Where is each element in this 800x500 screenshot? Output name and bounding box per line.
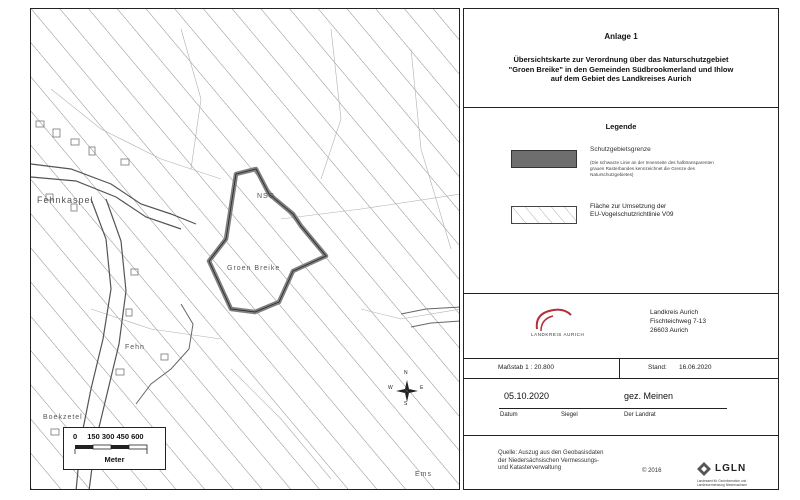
copyright: © 2016 [642,468,662,474]
scale-date-row [464,359,778,379]
compass-n: N [404,370,409,376]
organisation-section [464,294,778,359]
row-divider [619,359,620,379]
logo-text: LANDKREIS AURICH [531,332,585,337]
source-line-1: Quelle: Auszug aus den Geobasisdaten [498,450,604,456]
organisation-address [650,308,706,335]
scale-tick-600: 600 [131,432,144,441]
lgln-subtitle: Landesamt für Geoinformation und Landesvermessung Niedersachsen [697,479,747,487]
scale-bar-unit: Meter [104,455,125,464]
place-label-boekzetel: Boekzetel [43,414,83,421]
signature-signed: gez. Meinen [624,391,674,401]
map-title-line-2: "Groen Breike" in den Gemeinden Südbrookmerland und Ihlow [508,64,734,74]
compass-s: S [404,401,409,407]
place-label-nsg: NSG [257,193,276,200]
source-note [498,450,603,473]
signature-label-datum: Datum [500,412,518,418]
scale-bar [63,427,166,470]
legend-swatch-hatch [511,206,577,224]
stand-date: 16.06.2020 [679,364,712,371]
signature-section [464,379,778,436]
source-line-2: der Niedersächsischen Vermessungs- [498,457,600,464]
organisation-name: Landkreis Aurich [650,309,699,316]
legend-title: Legende [605,122,637,131]
signature-label-siegel: Siegel [561,412,578,418]
logo-emblem-icon [531,307,589,345]
place-label-fehnkaspel: Fehnkaspel [37,195,94,205]
place-label-groen-breike: Groen Breike [227,265,281,272]
map-canvas [31,9,460,490]
scale-tick-450: 450 [116,432,129,441]
footer-section [464,436,778,491]
compass-e: E [420,385,425,391]
scale-tick-300: 300 [101,432,115,441]
legend-swatch-boundary [511,150,577,168]
signature-date: 05.10.2020 [504,391,550,401]
source-line-3: und Katasterverwaltung [498,465,562,471]
map-title-line-3: auf dem Gebiet des Landkreises Aurich [550,74,692,83]
legend-label-vogelschutz-line-2: EU-Vogelschutzrichtlinie V09 [590,211,674,218]
legend-note-boundary: (Die schwarze Linie an der Innenseite des halbtransparenten grauen Rasterbandes kennzeichnet die Grenze des Naturschutzgebietes) [590,160,714,177]
lgln-logo-text: LGLN [715,463,747,474]
scale-tick-0: 0 [73,432,78,441]
map-title-line-1: Übersichtskarte zur Verordnung über das Naturschutzgebiet [513,55,729,64]
lgln-logo-icon [695,460,713,478]
stand-label: Stand: [648,364,667,371]
map-area [30,8,460,490]
place-label-ems: Ems [415,471,432,478]
legend-panel [463,8,779,490]
scale-bar-ticks [73,432,144,441]
place-label-fehn: Fehn [125,344,145,351]
organisation-street: Fischteichweg 7-13 [650,318,706,325]
scale-text: Maßstab 1 : 20.800 [498,364,555,371]
organisation-city: 26603 Aurich [650,327,688,334]
legend-section [464,108,778,294]
title-section [464,9,778,108]
legend-label-vogelschutz [590,203,673,219]
landkreis-aurich-logo [531,307,589,345]
signature-line [499,408,727,409]
legend-label-vogelschutz-line-1: Fläche zur Umsetzung der [590,203,667,210]
compass-w: W [388,385,394,391]
legend-label-boundary: Schutzgebietsgrenze [590,146,651,153]
anlage-title: Anlage 1 [604,32,638,41]
scale-tick-150: 150 [87,432,100,441]
signature-label-landrat: Der Landrat [624,412,656,418]
vogelschutz-hatch-area [31,9,460,490]
